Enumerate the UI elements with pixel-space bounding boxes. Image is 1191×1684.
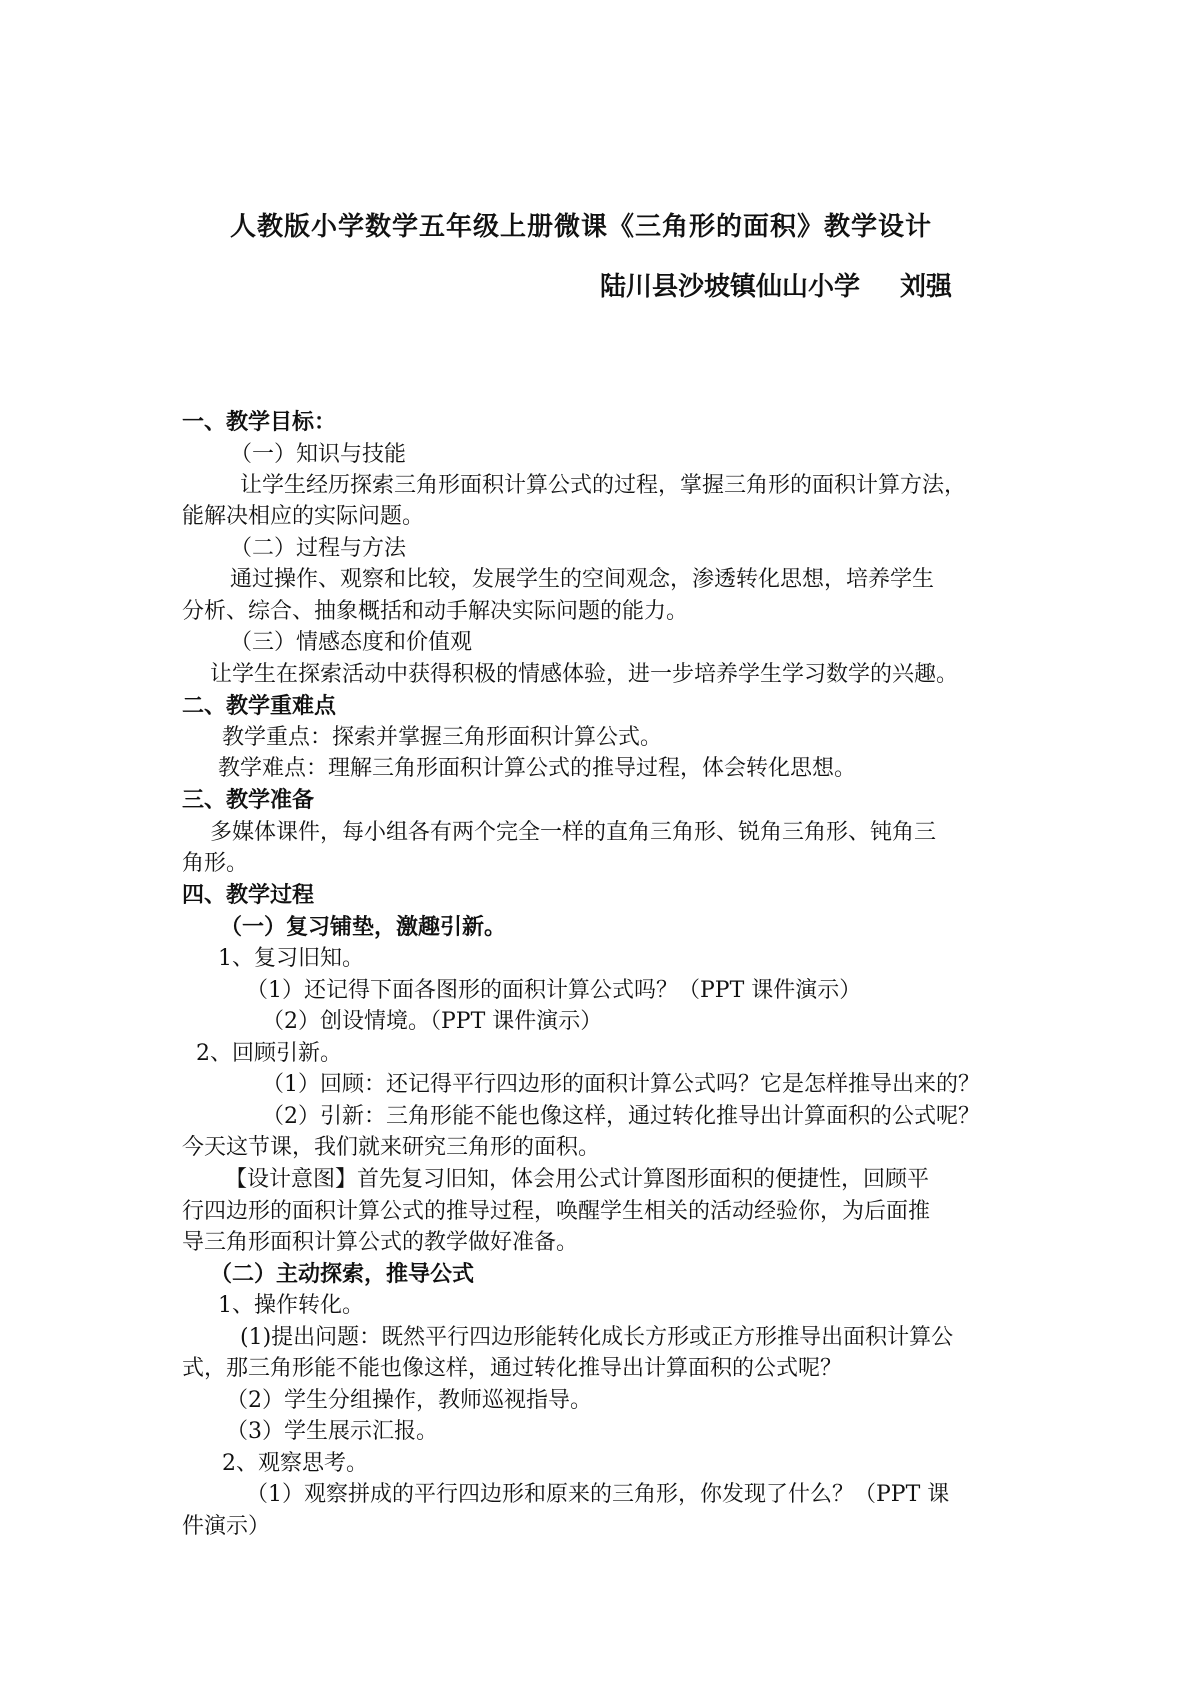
paragraph-line: 通过操作、观察和比较，发展学生的空间观念，渗透转化思想，培养学生 [230, 567, 935, 592]
paragraph-line: 能解决相应的实际问题。 [182, 504, 425, 529]
section-heading: 二、教学重难点 [182, 694, 337, 719]
paragraph-line: 【设计意图】首先复习旧知，体会用公式计算图形面积的便捷性，回顾平 [225, 1167, 930, 1192]
author-name: 刘强 [900, 272, 953, 302]
paragraph-line: （2）创设情境。（PPT 课件演示） [262, 1009, 603, 1034]
paragraph-line: 分析、综合、抽象概括和动手解决实际问题的能力。 [182, 599, 689, 624]
paragraph-line: 教学重点：探索并掌握三角形面积计算公式。 [222, 725, 663, 750]
author-school: 陆川县沙坡镇仙山小学 [600, 272, 861, 302]
paragraph-line: 行四边形的面积计算公式的推导过程，唤醒学生相关的活动经验你，为后面推 [182, 1199, 931, 1224]
paragraph-line: 件演示） [182, 1514, 271, 1539]
paragraph-line: 教学难点：理解三角形面积计算公式的推导过程，体会转化思想。 [218, 756, 857, 781]
paragraph-line: （1）还记得下面各图形的面积计算公式吗？（PPT 课件演示） [246, 978, 862, 1003]
paragraph-line: 2、回顾引新。 [196, 1041, 342, 1066]
paragraph-line: （3）学生展示汇报。 [226, 1419, 438, 1444]
subsection-heading: （二）过程与方法 [230, 536, 407, 561]
subsection-heading: （三）情感态度和价值观 [230, 630, 473, 655]
section-heading: 四、教学过程 [182, 883, 315, 908]
author-line [600, 266, 952, 303]
paragraph-line: 让学生经历探索三角形面积计算公式的过程，掌握三角形的面积计算方法， [240, 473, 967, 498]
subsection-heading: （一）知识与技能 [230, 442, 407, 467]
paragraph-line: 1、操作转化。 [218, 1293, 364, 1318]
paragraph-line: （1）观察拼成的平行四边形和原来的三角形，你发现了什么？（PPT 课 [246, 1482, 950, 1507]
paragraph-line: 2、观察思考。 [222, 1451, 368, 1476]
paragraph-line: 1、复习旧知。 [218, 946, 364, 971]
paragraph-line: 让学生在探索活动中获得积极的情感体验，进一步培养学生学习数学的兴趣。 [210, 662, 959, 687]
paragraph-line: （2）学生分组操作，教师巡视指导。 [226, 1388, 592, 1413]
subsection-heading: （二）主动探索，推导公式 [210, 1262, 475, 1287]
paragraph-line: （1）回顾：还记得平行四边形的面积计算公式吗？它是怎样推导出来的？ [262, 1072, 980, 1097]
paragraph-line: 多媒体课件，每小组各有两个完全一样的直角三角形、锐角三角形、钝角三 [210, 820, 937, 845]
paragraph-line: 导三角形面积计算公式的教学做好准备。 [182, 1230, 579, 1255]
paragraph-line: (1)提出问题：既然平行四边形能转化成长方形或正方形推导出面积计算公 [240, 1325, 954, 1350]
subsection-heading: （一）复习铺垫，激趣引新。 [220, 915, 507, 940]
paragraph-line: 角形。 [182, 851, 249, 876]
section-heading: 三、教学准备 [182, 788, 315, 813]
paragraph-line: （2）引新：三角形能不能也像这样，通过转化推导出计算面积的公式呢？ [262, 1104, 980, 1129]
document-title: 人教版小学数学五年级上册微课《三角形的面积》教学设计 [230, 212, 933, 242]
paragraph-line: 式，那三角形能不能也像这样，通过转化推导出计算面积的公式呢？ [182, 1356, 843, 1381]
section-heading: 一、教学目标： [182, 410, 337, 435]
paragraph-line: 今天这节课，我们就来研究三角形的面积。 [182, 1135, 601, 1160]
